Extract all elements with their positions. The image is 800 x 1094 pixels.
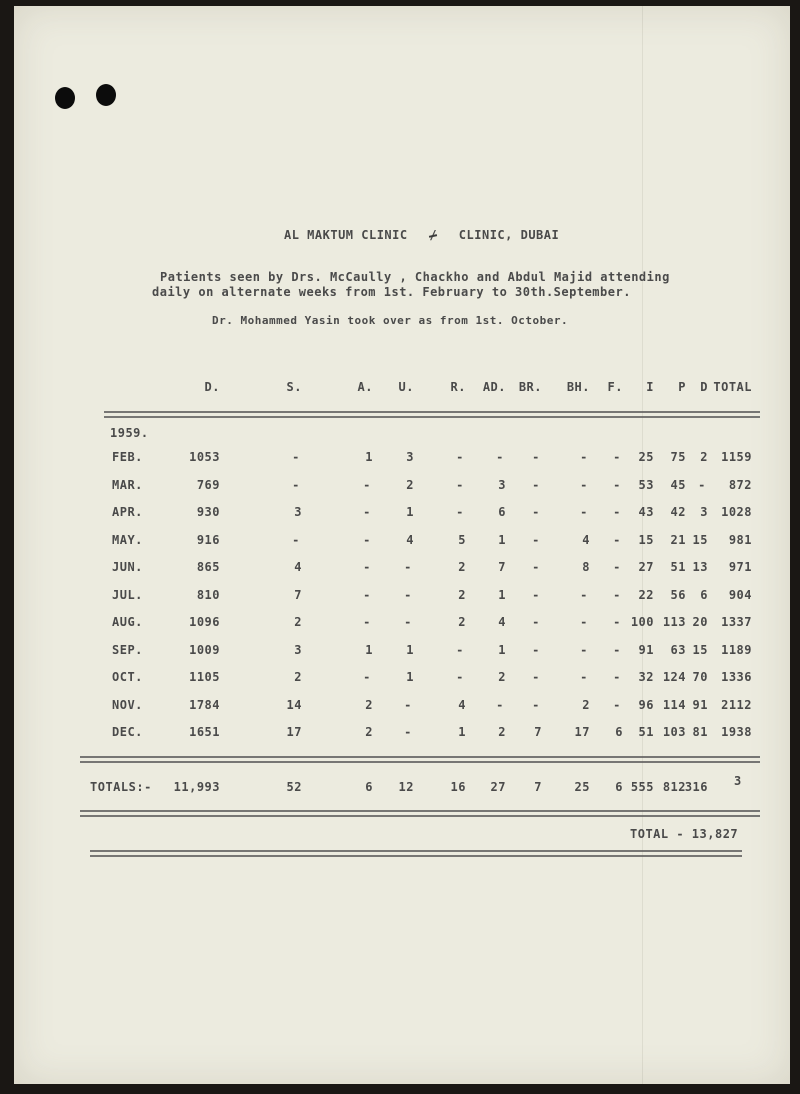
table-cell: 1189: [721, 642, 752, 657]
table-cell: 971: [728, 560, 752, 574]
table-cell: -: [456, 477, 464, 492]
table-cell: 51: [638, 725, 654, 739]
column-header-s: S.: [286, 380, 302, 394]
table-cell: -: [456, 450, 464, 464]
table-cell: 872: [728, 477, 752, 492]
table-cell: 15: [692, 642, 708, 657]
table-cell: 5: [458, 532, 466, 547]
table-cell: 20: [692, 615, 708, 629]
table-cell: 21: [670, 532, 686, 547]
table-cell: 1: [406, 505, 414, 519]
table-cell: -: [456, 642, 464, 657]
table-cell: 2: [498, 670, 506, 684]
title-struck-mark: /: [429, 228, 438, 242]
table-cell: 70: [692, 670, 708, 684]
table-cell: -: [532, 587, 540, 602]
table-cell: 15: [638, 532, 654, 547]
table-cell: 2: [458, 615, 466, 629]
table-cell: -: [698, 477, 706, 492]
document-title: [284, 228, 559, 242]
table-cell: -: [532, 670, 540, 684]
table-cell: -: [580, 505, 588, 519]
column-header-a: A.: [357, 380, 373, 394]
table-cell: 6: [700, 587, 708, 602]
row-month-label: JUL.: [112, 587, 143, 602]
table-cell: 1105: [189, 670, 220, 684]
table-cell: 1651: [189, 725, 220, 739]
table-cell: 1159: [721, 450, 752, 464]
table-cell: 930: [196, 505, 220, 519]
table-cell: -: [456, 670, 464, 684]
table-cell: 4: [498, 615, 506, 629]
table-cell: 3: [294, 642, 302, 657]
totals-cell: 6: [365, 780, 373, 794]
table-cell: 45: [670, 477, 686, 492]
table-cell: -: [532, 560, 540, 574]
table-cell: -: [613, 532, 621, 547]
table-cell: 8: [582, 560, 590, 574]
table-cell: -: [613, 505, 621, 519]
column-header-d: D: [700, 380, 708, 394]
table-cell: 7: [534, 725, 542, 739]
row-month-label: OCT.: [112, 670, 143, 684]
table-cell: 1: [498, 642, 506, 657]
table-cell: 2: [458, 587, 466, 602]
table-cell: 7: [294, 587, 302, 602]
table-cell: 91: [692, 697, 708, 712]
table-cell: -: [363, 477, 371, 492]
totals-cell: 7: [534, 780, 542, 794]
table-cell: 2: [498, 725, 506, 739]
table-cell: 6: [498, 505, 506, 519]
table-cell: 4: [582, 532, 590, 547]
header-rule: [104, 411, 760, 418]
table-cell: 1: [365, 642, 373, 657]
punch-hole-right: [96, 84, 116, 106]
column-header-u: U.: [398, 380, 414, 394]
table-cell: 75: [670, 450, 686, 464]
table-cell: 114: [662, 697, 686, 712]
table-cell: 14: [286, 697, 302, 712]
table-cell: -: [292, 450, 300, 464]
table-cell: 1337: [721, 615, 752, 629]
table-cell: 96: [638, 697, 654, 712]
table-cell: -: [613, 697, 621, 712]
table-cell: 3: [498, 477, 506, 492]
table-cell: -: [363, 615, 371, 629]
column-header-ad: AD.: [482, 380, 506, 394]
table-cell: 2: [294, 615, 302, 629]
table-cell: -: [532, 532, 540, 547]
table-cell: -: [613, 642, 621, 657]
table-cell: 51: [670, 560, 686, 574]
table-cell: 25: [638, 450, 654, 464]
row-month-label: SEP.: [112, 642, 143, 657]
table-cell: -: [404, 697, 412, 712]
table-cell: -: [532, 642, 540, 657]
table-cell: 865: [196, 560, 220, 574]
table-cell: 1336: [721, 670, 752, 684]
table-cell: 42: [670, 505, 686, 519]
table-cell: 13: [692, 560, 708, 574]
table-cell: -: [613, 450, 621, 464]
totals-cell: 812: [662, 780, 686, 794]
table-cell: 4: [458, 697, 466, 712]
grand-total: TOTAL - 13,827: [630, 827, 739, 841]
column-header-br: BR.: [518, 380, 542, 394]
totals-cell: 12: [398, 780, 414, 794]
column-header-r: R.: [450, 380, 466, 394]
totals-annotation: 3: [734, 774, 742, 788]
totals-cell: 16: [450, 780, 466, 794]
table-cell: 17: [574, 725, 590, 739]
table-cell: 1028: [721, 505, 752, 519]
table-cell: 103: [662, 725, 686, 739]
table-cell: 769: [196, 477, 220, 492]
column-header-i: I: [646, 380, 654, 394]
table-cell: 981: [728, 532, 752, 547]
table-cell: -: [404, 560, 412, 574]
totals-cell: 25: [574, 780, 590, 794]
table-cell: 17: [286, 725, 302, 739]
table-cell: -: [613, 670, 621, 684]
table-cell: 91: [638, 642, 654, 657]
table-cell: -: [363, 560, 371, 574]
totals-cell: 11,993: [173, 780, 220, 794]
table-cell: 81: [692, 725, 708, 739]
totals-cell: 52: [286, 780, 302, 794]
table-cell: -: [496, 450, 504, 464]
table-cell: -: [532, 450, 540, 464]
table-cell: 904: [728, 587, 752, 602]
table-cell: -: [580, 477, 588, 492]
column-header-bh: BH.: [566, 380, 590, 394]
row-month-label: AUG.: [112, 615, 143, 629]
table-cell: -: [532, 615, 540, 629]
column-header-total: TOTAL: [713, 380, 752, 394]
table-cell: -: [613, 560, 621, 574]
column-header-p: P: [678, 380, 686, 394]
table-cell: 2: [365, 697, 373, 712]
table-cell: -: [363, 505, 371, 519]
table-cell: 1009: [189, 642, 220, 657]
table-cell: 916: [196, 532, 220, 547]
table-cell: 32: [638, 670, 654, 684]
table-cell: 63: [670, 642, 686, 657]
totals-cell: 27: [490, 780, 506, 794]
row-month-label: NOV.: [112, 697, 143, 712]
table-cell: 27: [638, 560, 654, 574]
row-month-label: FEB.: [112, 450, 143, 464]
totals-cell: 555: [630, 780, 654, 794]
table-cell: 2: [365, 725, 373, 739]
year-label: 1959.: [110, 426, 149, 440]
table-cell: 2: [700, 450, 708, 464]
totals-rule-top: [80, 756, 760, 763]
table-cell: 2: [582, 697, 590, 712]
subtitle-line-3: Dr. Mohammed Yasin took over as from 1st. October.: [212, 314, 569, 327]
table-cell: 4: [406, 532, 414, 547]
table-cell: 7: [498, 560, 506, 574]
table-cell: 15: [692, 532, 708, 547]
row-month-label: JUN.: [112, 560, 143, 574]
table-cell: 124: [662, 670, 686, 684]
totals-label: TOTALS:-: [90, 780, 152, 794]
table-cell: -: [613, 587, 621, 602]
table-cell: 1: [406, 642, 414, 657]
column-header-f: F.: [607, 380, 623, 394]
table-cell: 53: [638, 477, 654, 492]
table-cell: 2: [458, 560, 466, 574]
table-cell: 100: [630, 615, 654, 629]
totals-rule-bottom: [80, 810, 760, 817]
table-cell: -: [404, 587, 412, 602]
table-cell: -: [292, 477, 300, 492]
subtitle-line-2: daily on alternate weeks from 1st. February to 30th.September.: [152, 285, 631, 299]
row-month-label: MAY.: [112, 532, 143, 547]
table-cell: 1784: [189, 697, 220, 712]
table-cell: -: [363, 670, 371, 684]
table-cell: 56: [670, 587, 686, 602]
table-cell: 1: [498, 587, 506, 602]
totals-cell: 6: [615, 780, 623, 794]
table-cell: 2: [406, 477, 414, 492]
table-cell: 1053: [189, 450, 220, 464]
table-cell: -: [363, 532, 371, 547]
table-cell: -: [404, 615, 412, 629]
table-cell: 1096: [189, 615, 220, 629]
table-cell: -: [580, 615, 588, 629]
title-tail: CLINIC, DUBAI: [458, 228, 560, 242]
table-cell: 1: [365, 450, 373, 464]
table-cell: -: [613, 615, 621, 629]
column-header-d: D.: [204, 380, 220, 394]
table-cell: 810: [196, 587, 220, 602]
table-cell: 1: [458, 725, 466, 739]
table-cell: -: [580, 587, 588, 602]
table-cell: 1: [406, 670, 414, 684]
table-cell: -: [532, 697, 540, 712]
table-cell: -: [613, 477, 621, 492]
table-cell: 3: [700, 505, 708, 519]
table-cell: -: [532, 505, 540, 519]
table-cell: 2: [294, 670, 302, 684]
table-cell: -: [532, 477, 540, 492]
table-cell: 2112: [721, 697, 752, 712]
row-month-label: MAR.: [112, 477, 143, 492]
table-cell: 4: [294, 560, 302, 574]
table-cell: 1938: [721, 725, 752, 739]
table-cell: -: [580, 450, 588, 464]
table-cell: 43: [638, 505, 654, 519]
totals-cell: 316: [684, 780, 708, 794]
table-cell: -: [456, 505, 464, 519]
table-cell: -: [580, 670, 588, 684]
punch-hole-left: [55, 87, 75, 109]
grand-total-rule: [90, 850, 742, 857]
table-cell: 113: [662, 615, 686, 629]
table-cell: -: [292, 532, 300, 547]
table-cell: -: [580, 642, 588, 657]
row-month-label: APR.: [112, 505, 143, 519]
title-main: AL MAKTUM CLINIC: [284, 228, 408, 242]
table-cell: 22: [638, 587, 654, 602]
subtitle-line-1: Patients seen by Drs. McCaully , Chackho and Abdul Majid attending: [160, 270, 670, 284]
table-cell: -: [496, 697, 504, 712]
table-cell: -: [404, 725, 412, 739]
table-cell: 1: [498, 532, 506, 547]
row-month-label: DEC.: [112, 725, 143, 739]
table-cell: 3: [406, 450, 414, 464]
table-cell: 6: [615, 725, 623, 739]
table-cell: 3: [294, 505, 302, 519]
table-cell: -: [363, 587, 371, 602]
